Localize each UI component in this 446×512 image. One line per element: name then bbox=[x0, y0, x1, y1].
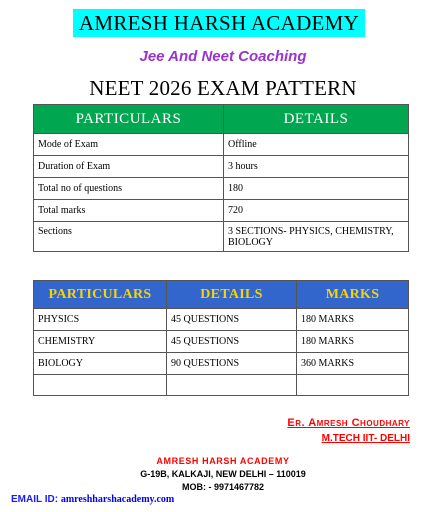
table-row bbox=[34, 156, 409, 178]
table-row-empty bbox=[34, 375, 409, 396]
academy-name: AMRESH HARSH ACADEMY bbox=[78, 11, 360, 35]
table-cell: 45 QUESTIONS bbox=[167, 331, 297, 353]
table-row bbox=[34, 222, 409, 252]
table-row bbox=[34, 309, 409, 331]
table-cell: 720 bbox=[224, 200, 409, 222]
table-cell: 180 MARKS bbox=[297, 309, 409, 331]
email-link[interactable]: amreshharshacademy.com bbox=[60, 494, 175, 505]
exam-pattern-table bbox=[33, 104, 409, 252]
footer-email bbox=[11, 494, 174, 505]
table-cell bbox=[167, 375, 297, 396]
column-header: PARTICULARS bbox=[34, 281, 167, 309]
subtitle: Jee And Neet Coaching bbox=[139, 48, 307, 65]
footer-address: G-19B, KALKAJI, NEW DELHI – 110019 bbox=[140, 469, 306, 479]
table-cell bbox=[34, 375, 167, 396]
table-cell: Total no of questions bbox=[34, 178, 224, 200]
table-cell: BIOLOGY bbox=[34, 353, 167, 375]
table-row bbox=[34, 200, 409, 222]
signature-qualification: M.TECH IIT- DELHI bbox=[321, 433, 410, 444]
academy-banner bbox=[73, 9, 365, 37]
table-cell: Offline bbox=[224, 134, 409, 156]
table-cell: Mode of Exam bbox=[34, 134, 224, 156]
table-cell: 180 MARKS bbox=[297, 331, 409, 353]
table-row bbox=[34, 178, 409, 200]
table-cell: Total marks bbox=[34, 200, 224, 222]
footer-mobile: MOB: - 9971467782 bbox=[181, 482, 265, 492]
table-cell: CHEMISTRY bbox=[34, 331, 167, 353]
table-row bbox=[34, 134, 409, 156]
table-cell: 360 MARKS bbox=[297, 353, 409, 375]
table-row bbox=[34, 353, 409, 375]
page-title: NEET 2026 EXAM PATTERN bbox=[89, 76, 357, 100]
table-cell: Duration of Exam bbox=[34, 156, 224, 178]
table-cell: Sections bbox=[34, 222, 224, 252]
table-header-row bbox=[34, 105, 409, 134]
table-cell: 3 SECTIONS- PHYSICS, CHEMISTRY, BIOLOGY bbox=[224, 222, 409, 252]
table-header-row bbox=[34, 281, 409, 309]
email-label: EMAIL ID: bbox=[11, 494, 59, 505]
signature-name: Er. Amresh Choudhary bbox=[287, 417, 410, 429]
subject-marks-table bbox=[33, 280, 409, 396]
table-row bbox=[34, 331, 409, 353]
column-header: DETAILS bbox=[224, 105, 409, 134]
table-cell: 90 QUESTIONS bbox=[167, 353, 297, 375]
table-cell: 180 bbox=[224, 178, 409, 200]
table-cell bbox=[297, 375, 409, 396]
table-cell: 3 hours bbox=[224, 156, 409, 178]
table-cell: 45 QUESTIONS bbox=[167, 309, 297, 331]
column-header: DETAILS bbox=[167, 281, 297, 309]
table-cell: PHYSICS bbox=[34, 309, 167, 331]
footer-academy-name: AMRESH HARSH ACADEMY bbox=[156, 456, 290, 466]
column-header: PARTICULARS bbox=[34, 105, 224, 134]
column-header: MARKS bbox=[297, 281, 409, 309]
